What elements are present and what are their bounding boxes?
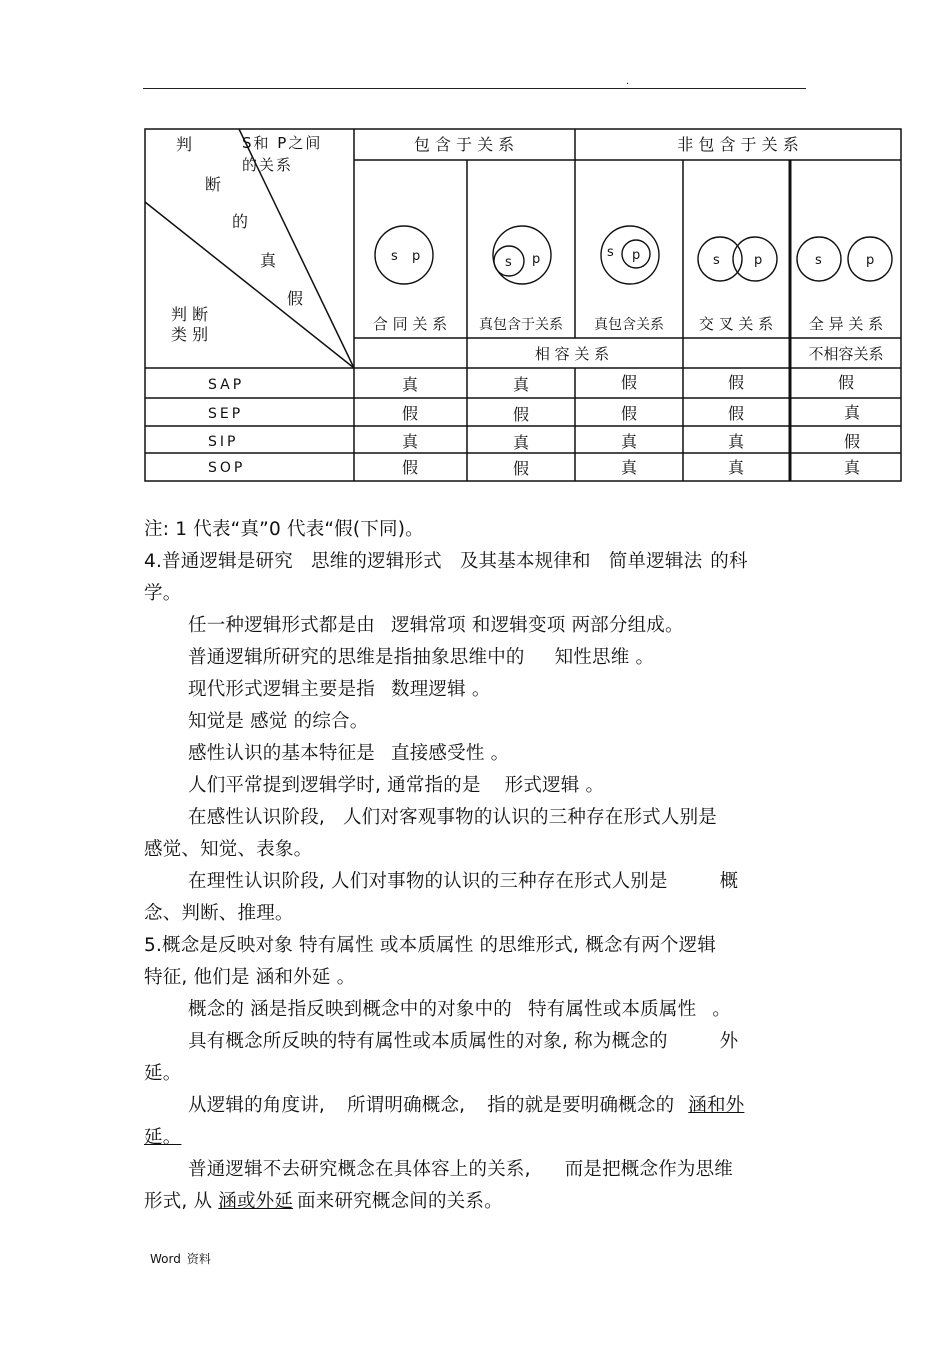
relation-intersection: 交 叉 关 系 (698, 315, 774, 333)
circle-label-p: p (866, 253, 875, 268)
cell-value: 真 (843, 403, 861, 422)
header-dot: . (626, 76, 630, 87)
text-part: 特有属性或本质属性 (527, 999, 697, 1020)
cell-value: 假 (401, 458, 419, 477)
line-perceptual-stage-cont: 感觉、知觉、表象。 (144, 839, 313, 860)
text-part: 普通逻辑所研究的思维是指抽象思维中的 (188, 647, 525, 668)
text-part: 普通逻辑不去研究概念在具体容上的关系, (188, 1159, 531, 1180)
cell-value: 假 (620, 404, 638, 423)
text-part: 外 (719, 1031, 739, 1052)
row-name: SAP (208, 377, 245, 393)
text-part: 直接感受性 。 (391, 743, 510, 764)
corner-relation-line2: 的关系 (242, 156, 294, 174)
line-logic-usual (188, 770, 604, 802)
subgroup-compatible: 相 容 关 系 (534, 345, 610, 363)
text-part: 。 (712, 999, 731, 1020)
note-part: 注: 1 代表“真” (144, 519, 269, 540)
note-part: 0 代表“假( (268, 519, 361, 540)
circle-label-s: s (391, 249, 398, 264)
note-part: 下同)。 (360, 519, 424, 540)
text-part: 简单逻辑法 (608, 551, 703, 572)
group-header-inclusion: 包 含 于 关 系 (413, 135, 515, 154)
circle-label-s: s (713, 253, 720, 268)
text-part: 知性思维 。 (554, 647, 655, 668)
corner-type-line2: 类 别 (171, 325, 209, 344)
paragraph-4-line1 (144, 546, 748, 578)
line-rational-stage-cont: 念、判断、推理。 (144, 903, 294, 924)
underlined-term: 延。 (144, 1127, 182, 1148)
line-logic-form (188, 610, 684, 642)
cell-value: 真 (512, 375, 530, 394)
corner-diag-char: 判 (176, 135, 193, 154)
text-part: 现代形式逻辑主要是指 (188, 679, 376, 700)
circle-label-s: s (505, 255, 512, 270)
line-modern-logic (188, 674, 491, 706)
cell-value: 真 (620, 432, 638, 451)
text-part: 从逻辑的角度讲, (188, 1095, 325, 1116)
text-part: 形式逻辑 。 (504, 775, 605, 796)
cell-value: 假 (401, 404, 419, 423)
footer-word: Word (150, 1252, 181, 1266)
line-abstract-thinking (188, 642, 654, 674)
text-part: 任一种逻辑形式都是由 (188, 615, 376, 636)
cell-value: 假 (512, 405, 530, 424)
corner-diag-char: 断 (205, 175, 222, 194)
underlined-term: 涵或外延 (218, 1191, 294, 1212)
text-part: 在理性认识阶段, 人们对事物的认识的三种存在形式人别是 (188, 871, 668, 892)
circle-label-s: s (815, 253, 822, 268)
footer-label: 资料 (186, 1252, 211, 1266)
header-rule (143, 88, 806, 89)
table-grid (145, 129, 901, 481)
cell-value: 真 (401, 375, 419, 394)
text-part: 所谓明确概念, (346, 1095, 466, 1116)
corner-diag-char: 真 (260, 251, 277, 270)
text-part: 而是把概念作为思维 (564, 1159, 733, 1180)
corner-relation-line1: S和 P之间 (242, 134, 323, 152)
line-perceptual-stage (188, 802, 717, 834)
subgroup-incompatible: 不相容关系 (808, 345, 884, 363)
paragraph-4-line2: 学。 (144, 583, 182, 604)
text-part: 4.普通逻辑是研究 (144, 551, 293, 572)
cell-value: 真 (843, 458, 861, 477)
circle-label-p: p (532, 252, 541, 267)
relation-proper-inclusion: 真包含于关系 (479, 317, 563, 333)
text-part: 概 (719, 871, 739, 892)
cell-value: 真 (727, 458, 745, 477)
text-part: 逻辑常项 和逻辑变项 两部分组成。 (391, 615, 684, 636)
relation-exclusion: 全 异 关 系 (808, 315, 884, 333)
text-part: 感性认识的基本特征是 (188, 743, 376, 764)
relation-proper-containing: 真包含关系 (594, 317, 664, 333)
cell-value: 假 (620, 373, 638, 392)
text-part: 的科 (710, 551, 748, 572)
text-part: 指的就是要明确概念的 (487, 1095, 675, 1116)
circle-label-p: p (412, 249, 421, 264)
paragraph-5-line2: 特征, 他们是 涵和外延 。 (144, 967, 356, 988)
cell-value: 假 (727, 404, 745, 423)
line-concept-relations-cont (144, 1186, 503, 1218)
cell-value: 真 (727, 432, 745, 451)
cell-value: 假 (843, 432, 861, 451)
circle-label-s: s (607, 245, 614, 260)
relation-identity: 合 同 关 系 (372, 315, 448, 333)
line-clear-concept-cont (144, 1122, 195, 1154)
text-part: 及其基本规律和 (459, 551, 591, 572)
line-concept-relations (188, 1154, 733, 1186)
circle-label-p: p (632, 248, 641, 263)
text-part: 具有概念所反映的特有属性或本质属性的对象, 称为概念的 (188, 1031, 668, 1052)
group-header-non-inclusion: 非 包 含 于 关 系 (677, 135, 799, 154)
cell-value: 真 (512, 433, 530, 452)
corner-type-line1: 判 断 (171, 305, 209, 324)
cell-value: 假 (727, 373, 745, 392)
row-name: SEP (208, 406, 244, 422)
line-rational-stage (188, 866, 738, 898)
circle-label-p: p (754, 253, 763, 268)
underlined-term: 涵和外 (688, 1095, 745, 1116)
text-part: 形式, 从 (144, 1191, 213, 1212)
cell-value: 假 (512, 459, 530, 478)
text-part: 面来研究概念间的关系。 (297, 1191, 503, 1212)
cell-value: 真 (620, 458, 638, 477)
line-extension (188, 1026, 738, 1058)
footer (150, 1250, 211, 1267)
logic-relation-table (144, 128, 902, 482)
line-perception: 知觉是 感觉 的综合。 (188, 711, 369, 732)
text-part: 人们对客观事物的认识的三种存在形式人别是 (342, 807, 717, 828)
text-part: 在感性认识阶段, (188, 807, 325, 828)
cell-value: 假 (837, 373, 855, 392)
text-part: 思维的逻辑形式 (310, 551, 442, 572)
line-intension (188, 994, 731, 1026)
row-name: SOP (208, 460, 246, 476)
text-part: 数理逻辑 。 (391, 679, 491, 700)
paragraph-5-line1: 5.概念是反映对象 特有属性 或本质属性 的思维形式, 概念有两个逻辑 (144, 935, 717, 956)
corner-diag-char: 的 (232, 212, 249, 231)
line-extension-cont: 延。 (144, 1063, 182, 1084)
line-perceptual-feature (188, 738, 509, 770)
line-clear-concept (188, 1090, 744, 1122)
cell-value: 真 (401, 432, 419, 451)
corner-diag-char: 假 (287, 289, 304, 308)
text-part: 概念的 涵是指反映到概念中的对象中的 (188, 999, 512, 1020)
row-name: SIP (208, 434, 239, 450)
text-part: 人们平常提到逻辑学时, 通常指的是 (188, 775, 481, 796)
table-note (144, 514, 424, 546)
